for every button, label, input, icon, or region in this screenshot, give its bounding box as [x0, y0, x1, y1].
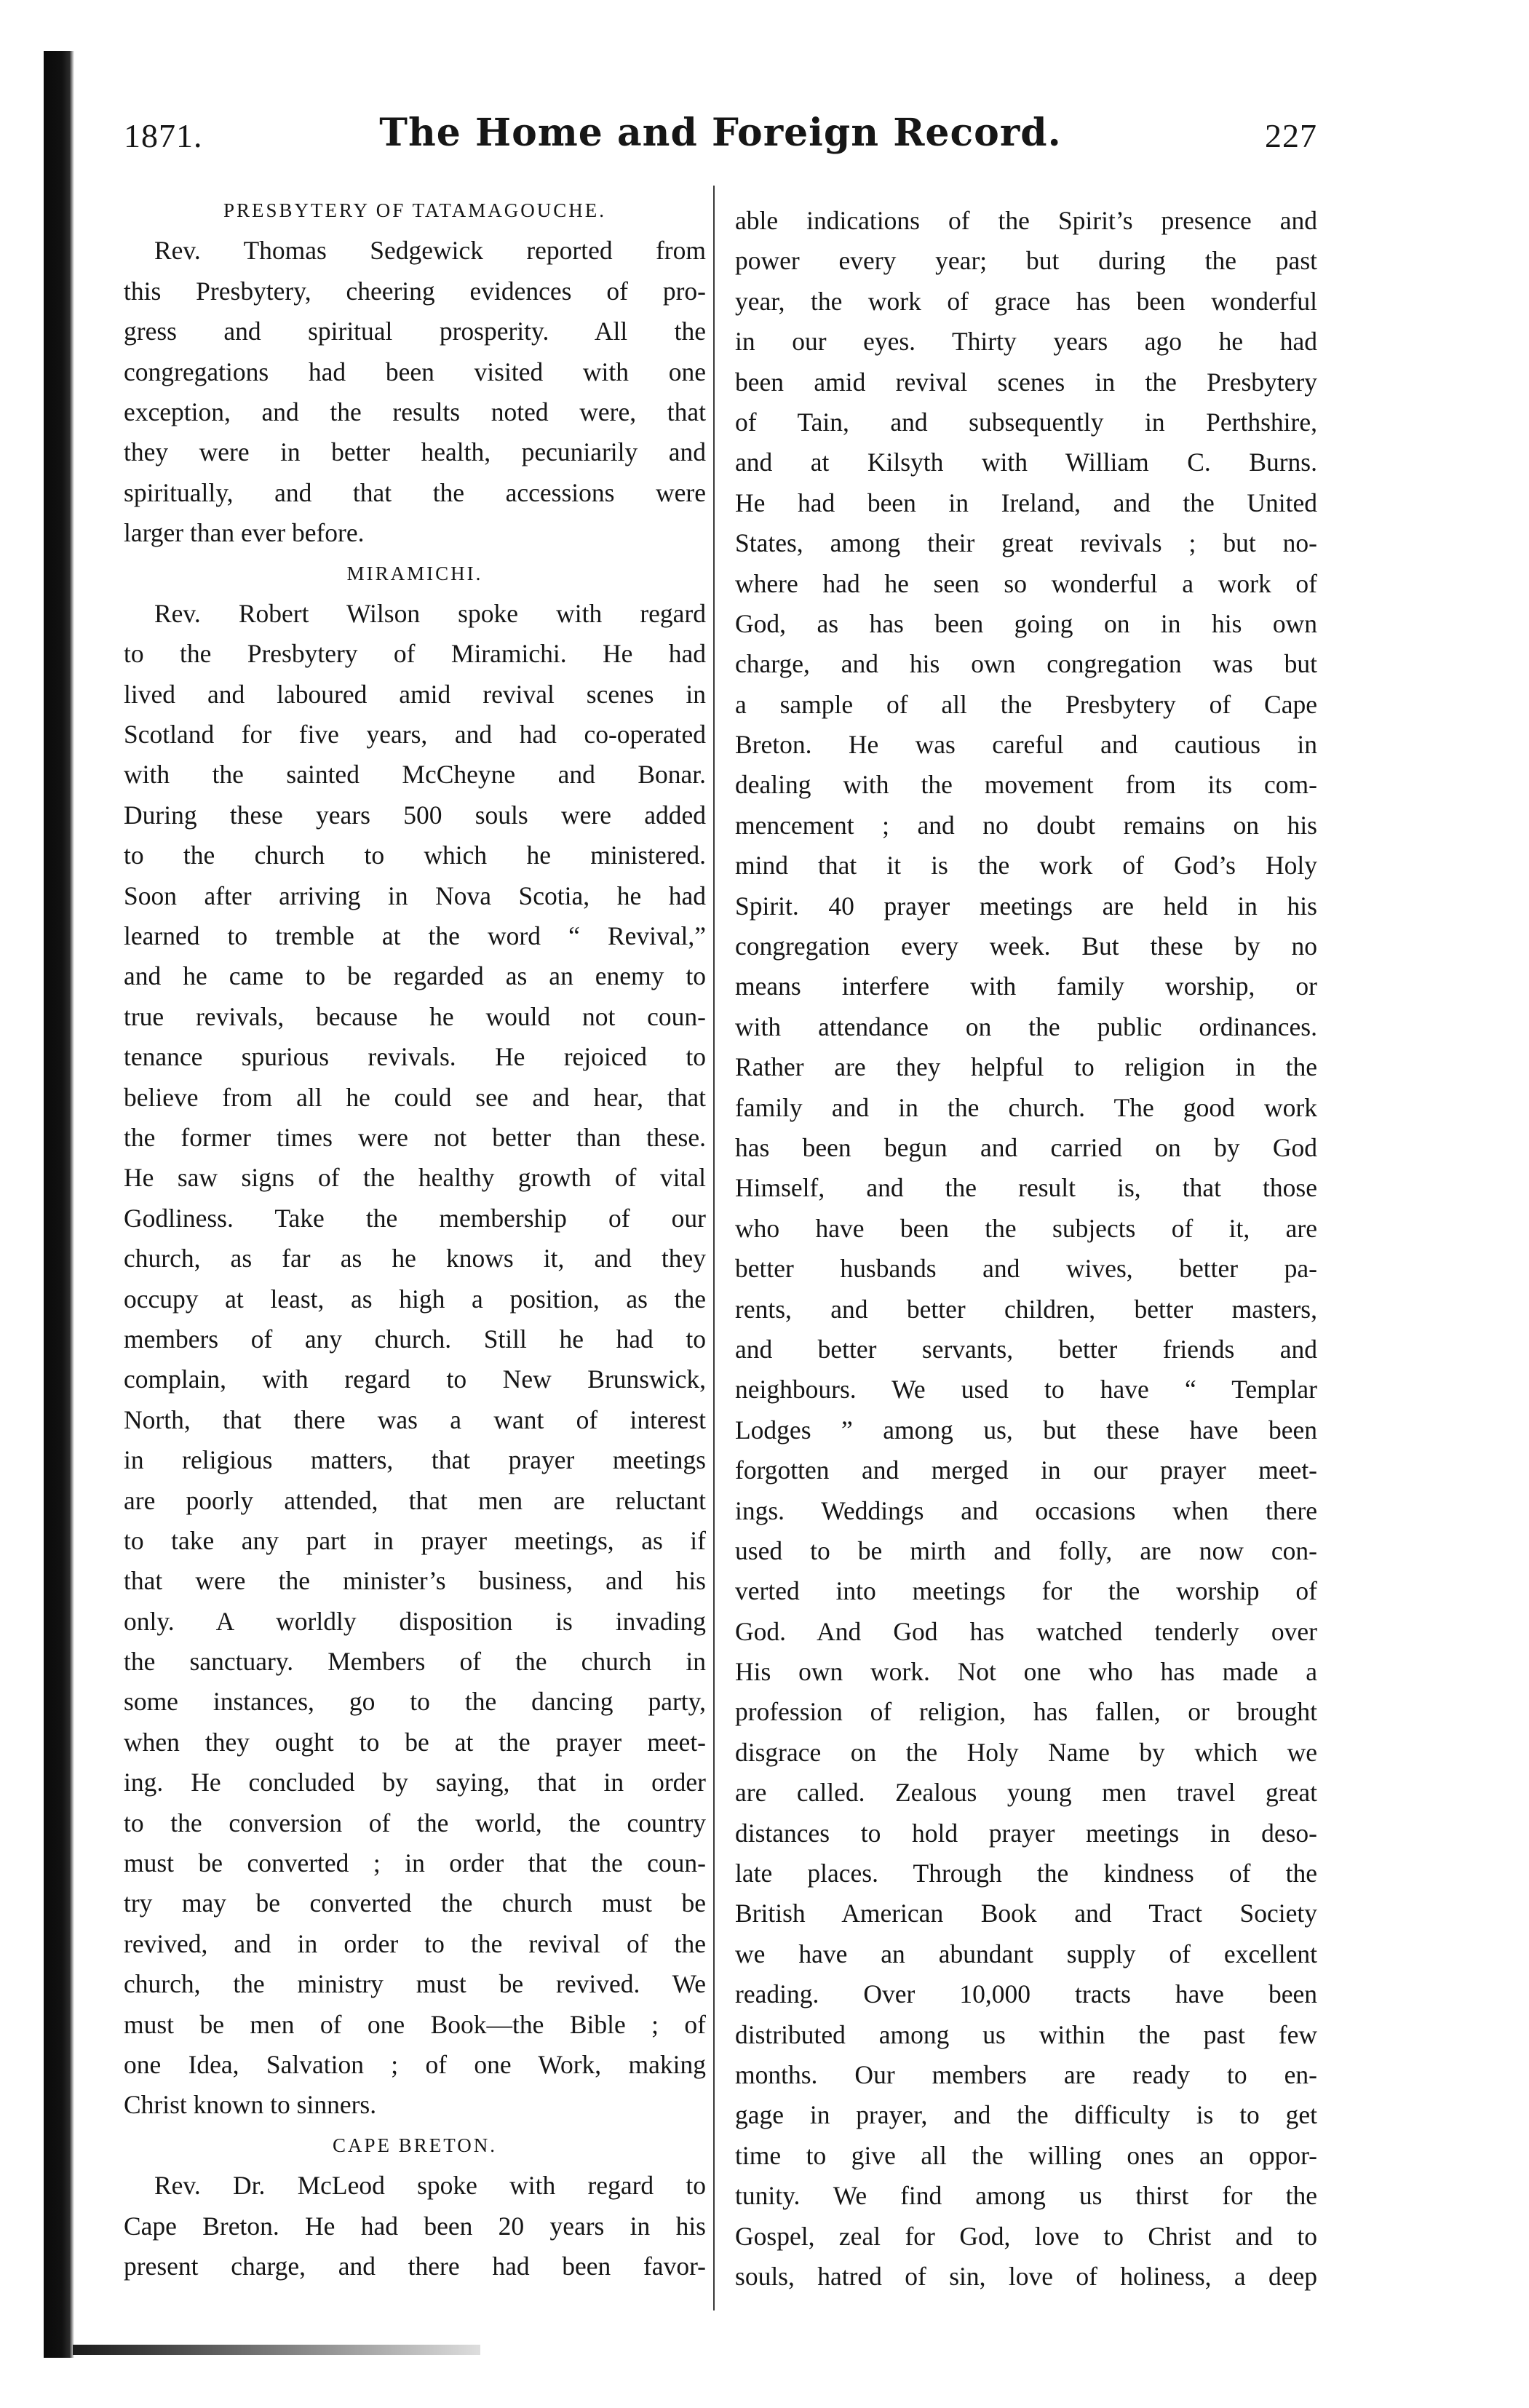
- text-line: North, that there was a want of interest: [124, 1404, 706, 1434]
- text-line: Lodges ” among us, but these have been: [735, 1415, 1317, 1445]
- text-line: time to give all the willing ones an oppor-: [735, 2140, 1317, 2170]
- text-line: reading. Over 10,000 tracts have been: [735, 1979, 1317, 2009]
- text-line: means interfere with family worship, or: [735, 971, 1317, 1001]
- text-line: Christ known to sinners.: [124, 2090, 377, 2120]
- text-line: During these years 500 souls were added: [124, 800, 706, 830]
- text-line: months. Our members are ready to en-: [735, 2059, 1317, 2089]
- text-line: try may be converted the church must be: [124, 1888, 706, 1918]
- text-line: of Tain, and subsequently in Perthshire,: [735, 407, 1317, 437]
- text-line: the former times were not better than these.: [124, 1122, 706, 1152]
- text-line: able indications of the Spirit’s presence and: [735, 206, 1317, 235]
- text-line: family and in the church. The good work: [735, 1092, 1317, 1122]
- right-column: [735, 201, 1317, 2297]
- text-line: and he came to be regarded as an enemy to: [124, 961, 706, 991]
- text-line: ing. He concluded by saying, that in order: [124, 1768, 706, 1797]
- text-line: Breton. He was careful and cautious in: [735, 730, 1317, 760]
- left-column: [124, 191, 706, 2286]
- text-line: present charge, and there had been favor-: [124, 2251, 706, 2281]
- text-line: Scotland for five years, and had co-operated: [124, 720, 706, 750]
- text-line: larger than ever before.: [124, 518, 365, 548]
- text-line: some instances, go to the dancing party,: [124, 1687, 706, 1717]
- text-line: God, as has been going on in his own: [735, 608, 1317, 638]
- page-number: 227: [1265, 117, 1317, 154]
- text-line: distributed among us within the past few: [735, 2019, 1317, 2049]
- text-line: believe from all he could see and hear, that: [124, 1082, 706, 1112]
- section-heading: CAPE BRETON.: [332, 2134, 498, 2156]
- text-line: a sample of all the Presbytery of Cape: [735, 689, 1317, 719]
- binding-foot-shadow: [73, 2345, 480, 2355]
- column-divider: [713, 186, 715, 2310]
- running-head: [124, 109, 1317, 175]
- text-line: neighbours. We used to have “ Templar: [735, 1375, 1317, 1404]
- text-line: been amid revival scenes in the Presbytery: [735, 367, 1317, 397]
- text-line: distances to hold prayer meetings in deso-: [735, 1818, 1317, 1848]
- text-line: one Idea, Salvation ; of one Work, making: [124, 2049, 706, 2079]
- text-line: who have been the subjects of it, are: [735, 1213, 1317, 1243]
- text-line: Rev. Dr. McLeod spoke with regard to: [154, 2171, 706, 2201]
- text-line: occupy at least, as high a position, as the: [124, 1284, 706, 1314]
- text-line: this Presbytery, cheering evidences of pro-: [124, 276, 706, 306]
- text-line: must be men of one Book—the Bible ; of: [124, 2009, 706, 2039]
- text-line: they were in better health, pecuniarily and: [124, 437, 706, 467]
- text-line: year, the work of grace has been wonderful: [735, 286, 1317, 316]
- running-head-year: 1871.: [124, 117, 203, 154]
- text-line: spiritually, and that the accessions were: [124, 477, 706, 507]
- text-line: to the conversion of the world, the country: [124, 1808, 706, 1837]
- text-line: He saw signs of the healthy growth of vital: [124, 1163, 706, 1193]
- text-line: Rev. Thomas Sedgewick reported from: [154, 236, 706, 266]
- text-line: tenance spurious revivals. He rejoiced to: [124, 1042, 706, 1072]
- section-heading: MIRAMICHI.: [346, 562, 483, 584]
- text-line: gress and spiritual prosperity. All the: [124, 317, 706, 346]
- text-line: when they ought to be at the prayer meet-: [124, 1727, 706, 1757]
- text-line: British American Book and Tract Society: [735, 1899, 1317, 1928]
- text-line: late places. Through the kindness of the: [735, 1859, 1317, 1888]
- text-line: we have an abundant supply of excellent: [735, 1939, 1317, 1968]
- text-line: to take any part in prayer meetings, as if: [124, 1525, 706, 1555]
- text-line: complain, with regard to New Brunswick,: [124, 1364, 706, 1394]
- text-line: profession of religion, has fallen, or brought: [735, 1697, 1317, 1727]
- text-line: members of any church. Still he had to: [124, 1324, 706, 1354]
- text-line: Godliness. Take the membership of our: [124, 1203, 706, 1233]
- text-line: and better servants, better friends and: [735, 1334, 1317, 1364]
- text-line: ings. Weddings and occasions when there: [735, 1495, 1317, 1525]
- text-line: true revivals, because he would not coun-: [124, 1001, 706, 1031]
- text-line: verted into meetings for the worship of: [735, 1576, 1317, 1606]
- text-line: tunity. We find among us thirst for the: [735, 2181, 1317, 2211]
- text-line: States, among their great revivals ; but no-: [735, 528, 1317, 558]
- text-line: where had he seen so wonderful a work of: [735, 568, 1317, 598]
- text-line: to the church to which he ministered.: [124, 841, 706, 870]
- text-line: in our eyes. Thirty years ago he had: [735, 327, 1317, 357]
- text-line: charge, and his own congregation was but: [735, 649, 1317, 679]
- binding-shadow: [44, 51, 74, 2358]
- running-head-title: The Home and Foreign Record.: [379, 111, 1062, 155]
- text-line: has been begun and carried on by God: [735, 1132, 1317, 1162]
- text-line: are called. Zealous young men travel great: [735, 1778, 1317, 1808]
- text-line: Soon after arriving in Nova Scotia, he had: [124, 881, 706, 910]
- text-line: exception, and the results noted were, that: [124, 397, 706, 426]
- text-line: Gospel, zeal for God, love to Christ and to: [735, 2221, 1317, 2251]
- text-line: mind that it is the work of God’s Holy: [735, 851, 1317, 881]
- text-line: better husbands and wives, better pa-: [735, 1254, 1317, 1284]
- text-line: that were the minister’s business, and his: [124, 1566, 706, 1596]
- text-line: only. A worldly disposition is invading: [124, 1606, 706, 1636]
- text-line: God. And God has watched tenderly over: [735, 1616, 1317, 1646]
- text-line: Spirit. 40 prayer meetings are held in his: [735, 891, 1317, 921]
- text-line: lived and laboured amid revival scenes in: [124, 679, 706, 709]
- text-line: Rather are they helpful to religion in the: [735, 1052, 1317, 1082]
- text-line: must be converted ; in order that the coun-: [124, 1848, 706, 1878]
- text-line: disgrace on the Holy Name by which we: [735, 1737, 1317, 1767]
- text-line: His own work. Not one who has made a: [735, 1657, 1317, 1687]
- text-line: gage in prayer, and the difficulty is to get: [735, 2100, 1317, 2130]
- text-line: with the sainted McCheyne and Bonar.: [124, 760, 706, 790]
- text-line: souls, hatred of sin, love of holiness, a deep: [735, 2261, 1317, 2291]
- text-line: He had been in Ireland, and the United: [735, 488, 1317, 517]
- text-line: forgotten and merged in our prayer meet-: [735, 1455, 1317, 1485]
- text-line: Rev. Robert Wilson spoke with regard: [154, 598, 706, 628]
- text-line: used to be mirth and folly, are now con-: [735, 1535, 1317, 1565]
- section-heading: PRESBYTERY OF TATAMAGOUCHE.: [223, 199, 606, 221]
- text-line: and at Kilsyth with William C. Burns.: [735, 448, 1317, 477]
- text-line: revived, and in order to the revival of the: [124, 1928, 706, 1958]
- text-line: church, as far as he knows it, and they: [124, 1244, 706, 1273]
- text-line: church, the ministry must be revived. We: [124, 1969, 706, 1999]
- text-line: in religious matters, that prayer meetings: [124, 1445, 706, 1475]
- text-line: congregation every week. But these by no: [735, 931, 1317, 961]
- text-line: the sanctuary. Members of the church in: [124, 1647, 706, 1677]
- text-line: rents, and better children, better masters,: [735, 1294, 1317, 1324]
- text-line: Cape Breton. He had been 20 years in his: [124, 2211, 706, 2241]
- text-line: to the Presbytery of Miramichi. He had: [124, 639, 706, 669]
- text-line: power every year; but during the past: [735, 246, 1317, 276]
- text-line: dealing with the movement from its com-: [735, 770, 1317, 800]
- text-line: Himself, and the result is, that those: [735, 1173, 1317, 1203]
- text-line: learned to tremble at the word “ Revival,”: [124, 921, 706, 951]
- text-line: congregations had been visited with one: [124, 357, 706, 386]
- text-line: mencement ; and no doubt remains on his: [735, 810, 1317, 840]
- text-line: with attendance on the public ordinances.: [735, 1012, 1317, 1041]
- text-line: are poorly attended, that men are reluctant: [124, 1485, 706, 1515]
